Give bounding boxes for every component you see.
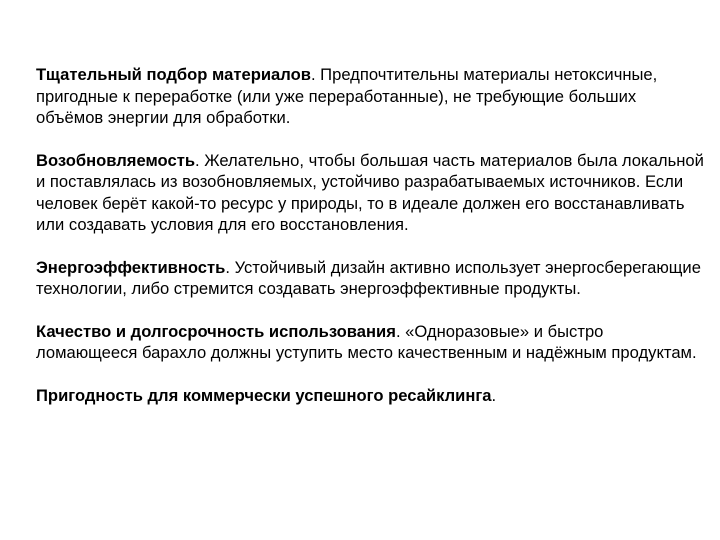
paragraph-body: . Желательно, чтобы большая часть материалов была локальной и поставлялась из возобновляемых, устойчиво разрабатываемых источников. Если человек берёт какой-то ресурс у природы, то в идеале должен его восстанавливать или создавать условия для его восстановления.	[36, 150, 704, 234]
paragraph-title: Качество и долгосрочность использования	[36, 321, 396, 341]
paragraph-title: Возобновляемость	[36, 150, 196, 170]
paragraph-body: . Предпочтительны материалы нетоксичные, пригодные к переработке (или уже переработанные), не требующие больших объёмов энергии для обработки.	[36, 65, 658, 127]
paragraph-title: Пригодность для коммерчески успешного ресайклинга	[36, 385, 492, 405]
paragraph-recycling	[36, 385, 706, 407]
paragraph-quality-durability	[36, 321, 706, 364]
paragraph-title: Энергоэффективность	[36, 257, 226, 277]
paragraph-body: . Устойчивый дизайн активно использует энергосберегающие технологии, либо стремится создавать энергоэффективные продукты.	[36, 257, 701, 298]
slide-content	[36, 64, 706, 427]
paragraph-body: .	[491, 385, 497, 405]
paragraph-energy-efficiency	[36, 257, 706, 300]
paragraph-body: . «Одноразовые» и быстро ломающееся барахло должны уступить место качественным и надёжным продуктам.	[36, 321, 697, 362]
paragraph-title: Тщательный подбор материалов	[36, 65, 311, 84]
paragraph-renewability	[36, 150, 706, 236]
paragraph-materials	[36, 64, 706, 129]
